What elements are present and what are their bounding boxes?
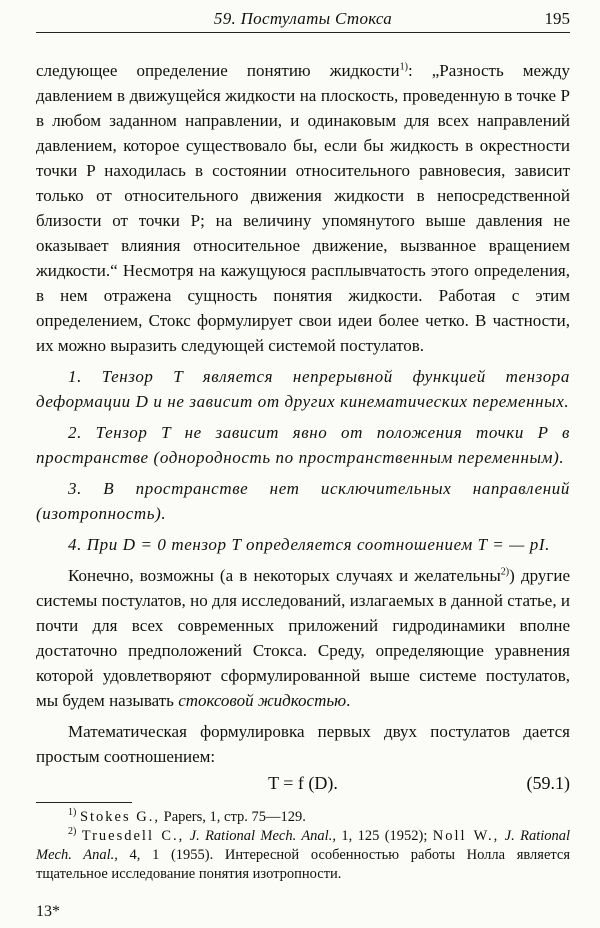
footnotes [36, 808, 570, 884]
term-stokes-fluid: стоксовой жидкостью [178, 691, 347, 710]
text-run: ) другие системы постулатов, но для исследований, излагаемых в данной статье, и почти для всех современных приложений гидродинамики вполне достаточно предположений Стокса. Среду, определяющие уравнения которой удовлетворяют сформулированной выше системе постулатов, мы будем называть [36, 566, 570, 710]
page-number: 195 [544, 9, 570, 28]
footnote-journal: J. Rational Mech. Anal., [36, 828, 571, 863]
paragraph-formulation: Математическая формулировка первых двух постулатов дается простым соотношением: [36, 722, 570, 766]
postulate-2: 2. Тензор T не зависит явно от положения точки P в пространстве (однородность по пространственным переменным). [36, 423, 570, 467]
paragraph-alternatives [36, 563, 570, 713]
footnote-text: 4, 1 (1955). Интересной особенностью работы Нолла является тщательное исследование понятия изотропности. [36, 847, 571, 882]
footnote-1 [36, 808, 570, 827]
running-header [36, 4, 570, 33]
footnote-author: Noll W., [432, 828, 500, 844]
text-run: . [346, 691, 351, 710]
footnote-author: Stokes G., [79, 809, 160, 825]
text-run: следующее определение понятию жидкости [36, 61, 400, 80]
equation-59-1 [36, 771, 570, 801]
postulate-1: 1. Тензор T является непрерывной функцией тензора деформации D и не зависит от других кинематических переменных. [36, 367, 570, 411]
main-text [36, 58, 570, 801]
postulate-4: 4. При D = 0 тензор T определяется соотношением T = — pI. [68, 535, 550, 554]
printers-signature: 13* [36, 903, 60, 920]
footnote-mark: 1) [68, 807, 77, 819]
footnote-2 [36, 827, 570, 884]
equation-number: (59.1) [526, 773, 570, 793]
paragraph-stokes-definition [36, 58, 570, 358]
footnote-text: 1, 125 (1952); [341, 828, 428, 844]
section-title: 59. Постулаты Стокса [213, 9, 393, 28]
footnote-journal: J. Rational Mech. Anal., [189, 828, 336, 844]
text-run: : „Разность между давлением в движущейся жидкости на плоскость, проведенную в точке P в любом заданном направлении, и одинаковым для всех направлений давлением, которое существовало бы, если бы жидкость в окрестности точки P находилась в состоянии относительного равновесия, зависит только от относительного движения жидкости в непосредственной близости от точки P; на величину упомянутого выше давления не оказывает влияния относительное движение, вызванное вращением жидкости.“ Несмотря на кажущуюся расплывчатость этого определения, в нем отражена сущность понятия жидкости. Работая с этим определением, Стокс формулирует свои идеи более четко. В частности, их можно выразить следующей системой постулатов. [36, 61, 570, 355]
text-run: Конечно, возможны (а в некоторых случаях и желательны [68, 566, 501, 585]
footnote-author: Truesdell C., [81, 828, 185, 844]
equation-formula: T = f (D). [268, 773, 338, 793]
footnote-mark: 2) [68, 826, 77, 838]
footnote-divider [36, 802, 132, 803]
footnote-text: Papers, 1, стр. 75—129. [163, 809, 306, 825]
postulate-3: 3. В пространстве нет исключительных направлений (изотропность). [36, 479, 570, 523]
footnote-ref: 2) [500, 566, 510, 578]
footnote-ref: 1) [399, 61, 408, 73]
